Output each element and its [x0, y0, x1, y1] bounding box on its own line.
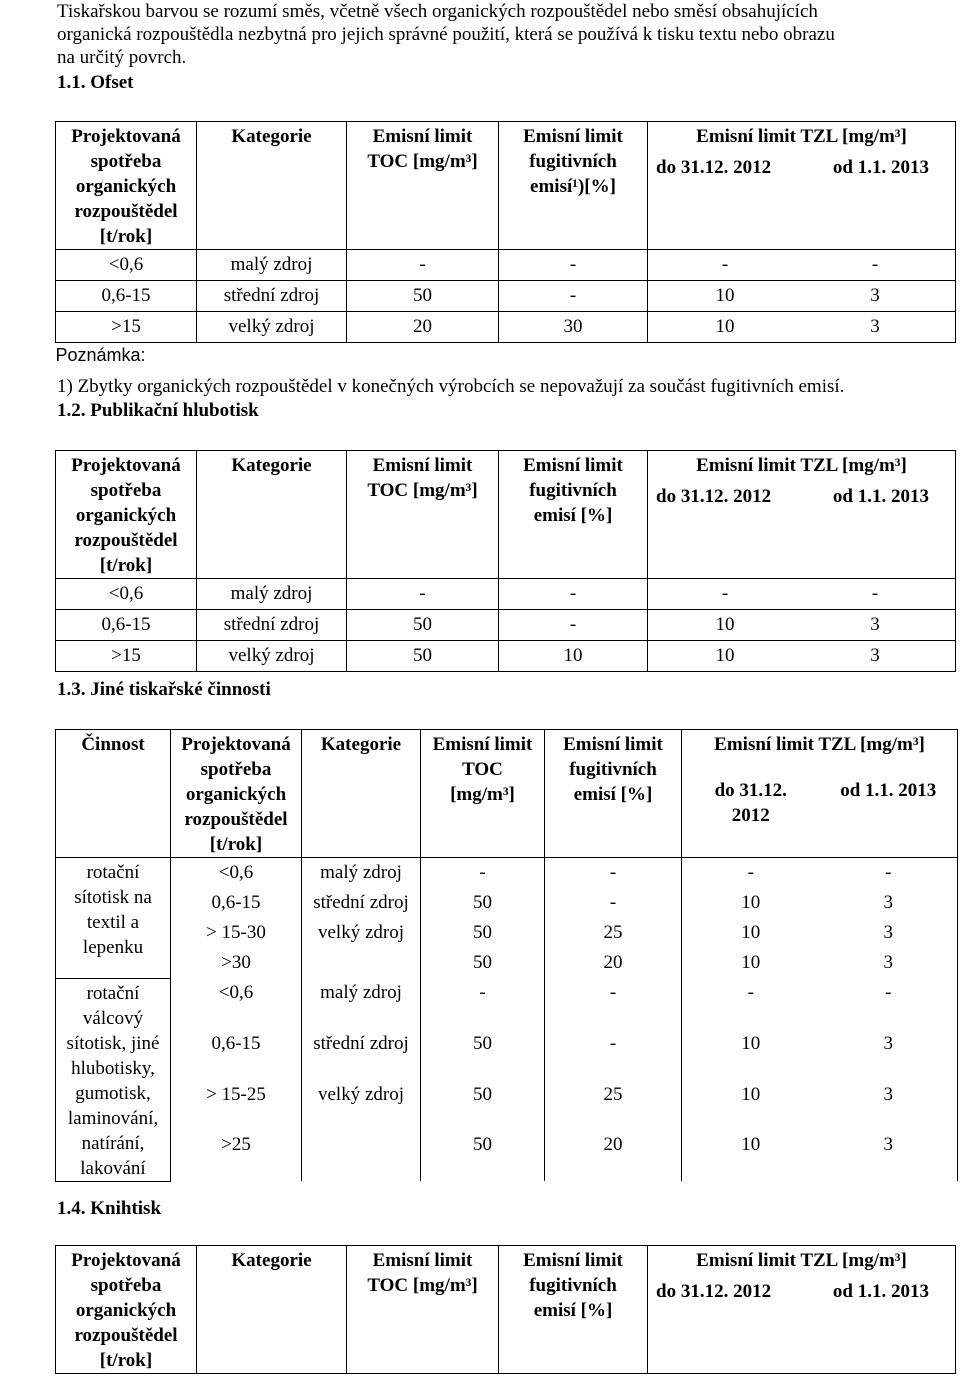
- header-text: [t/rok]: [99, 555, 153, 576]
- table-row: [56, 978, 958, 1029]
- header-text: Emisní limit: [563, 734, 663, 755]
- table-row: [56, 1130, 958, 1181]
- cell-tzl-from: -: [820, 978, 958, 1029]
- cell-consumption: >15: [56, 641, 197, 672]
- header-text: TOC [mg/m³]: [367, 480, 478, 501]
- cell-toc: 50: [421, 1029, 545, 1080]
- header-activity: Činnost: [56, 730, 171, 858]
- section-heading-other-printing: 1.3. Jiné tiskařské činnosti: [57, 679, 271, 700]
- header-text: TOC [mg/m³]: [367, 151, 478, 172]
- header-category: Kategorie: [197, 1246, 347, 1374]
- cell-toc: 50: [347, 641, 499, 672]
- activity-line: sítotisk na: [74, 887, 152, 908]
- cell-toc: 50: [347, 610, 499, 641]
- header-projected: [56, 122, 197, 250]
- cell-tzl-until: -: [682, 978, 820, 1029]
- cell-tzl-until: 10: [682, 1029, 820, 1080]
- cell-tzl-from: 3: [870, 316, 880, 337]
- table-header-row: [56, 730, 958, 771]
- header-text: Emisní limit: [523, 126, 623, 147]
- cell-consumption: > 15-25: [171, 1080, 302, 1131]
- header-text: emisí [%]: [533, 505, 613, 526]
- cell-activity: [56, 858, 171, 979]
- header-text: Projektovaná: [71, 455, 181, 476]
- cell-fugitive: 25: [545, 1080, 682, 1131]
- cell-category: malý zdroj: [197, 579, 347, 610]
- cell-toc: 20: [347, 312, 499, 343]
- header-toc: [347, 122, 499, 250]
- cell-category: [302, 948, 421, 978]
- header-text: do 31.12.: [714, 780, 787, 802]
- header-until: do 31.12. 2012: [656, 157, 772, 178]
- header-from: od 1.1. 2013: [832, 1281, 929, 1302]
- cell-tzl-from: 3: [820, 1029, 958, 1080]
- header-text: rozpouštědel: [74, 530, 178, 551]
- header-text: TOC: [462, 759, 503, 780]
- header-text: organických: [75, 176, 177, 197]
- cell-fugitive: -: [499, 579, 648, 610]
- header-projected: [171, 730, 302, 858]
- header-text: rozpouštědel: [74, 201, 178, 222]
- cell-consumption: <0,6: [56, 250, 197, 281]
- activity-line: gumotisk,: [75, 1082, 151, 1104]
- cell-category: malý zdroj: [302, 858, 421, 889]
- table-row: [56, 312, 956, 343]
- cell-activity: [56, 978, 171, 1181]
- cell-toc: -: [421, 858, 545, 889]
- header-text: organických: [185, 784, 287, 805]
- cell-toc: 50: [421, 948, 545, 978]
- note-label: Poznámka:: [56, 343, 956, 368]
- header-text: 2012: [731, 805, 770, 827]
- cell-tzl-until: 10: [682, 918, 820, 948]
- cell-toc: -: [347, 250, 499, 281]
- cell-category: střední zdroj: [197, 610, 347, 641]
- header-fugitive: [499, 122, 648, 250]
- cell-fugitive: -: [545, 1029, 682, 1080]
- table-row: [56, 250, 956, 281]
- header-until: [682, 770, 820, 857]
- activity-line: hlubotisky,: [71, 1057, 155, 1079]
- header-text: rozpouštědel: [74, 1325, 178, 1346]
- header-tzl: [648, 122, 956, 250]
- header-tzl: [648, 451, 956, 579]
- cell-fugitive: 20: [545, 1130, 682, 1181]
- cell-fugitive: -: [545, 978, 682, 1029]
- header-text: spotřeba: [90, 1275, 162, 1296]
- header-toc: [347, 1246, 499, 1374]
- header-category: Kategorie: [197, 451, 347, 579]
- cell-tzl-from: 3: [820, 918, 958, 948]
- cell-tzl-until: 10: [682, 1080, 820, 1131]
- cell-tzl: [648, 641, 956, 672]
- cell-toc: 50: [421, 1080, 545, 1131]
- activity-line: rotační: [86, 982, 140, 1004]
- cell-tzl-from: -: [871, 583, 879, 604]
- activity-line: sítotisk, jiné: [66, 1032, 160, 1054]
- cell-tzl-from: -: [871, 254, 879, 275]
- header-text: fugitivních: [529, 1275, 617, 1296]
- table-header-row: [56, 1246, 956, 1374]
- cell-category: velký zdroj: [197, 641, 347, 672]
- header-text: TOC [mg/m³]: [367, 1275, 478, 1296]
- activity-line: lakování: [80, 1157, 146, 1179]
- header-text: Emisní limit: [523, 1250, 623, 1271]
- cell-category: velký zdroj: [302, 1080, 421, 1131]
- header-text: Emisní limit TZL [mg/m³]: [696, 126, 907, 147]
- header-text: rozpouštědel: [184, 809, 288, 830]
- header-category: Kategorie: [302, 730, 421, 858]
- cell-tzl-from: 3: [820, 1130, 958, 1181]
- header-text: spotřeba: [200, 759, 272, 780]
- header-text: Emisní limit TZL [mg/m³]: [696, 455, 907, 476]
- cell-category: velký zdroj: [197, 312, 347, 343]
- cell-fugitive: -: [499, 281, 648, 312]
- activity-line: válcový: [82, 1007, 144, 1029]
- header-tzl: [648, 1246, 956, 1374]
- header-text: emisí [%]: [573, 784, 653, 805]
- cell-toc: -: [347, 579, 499, 610]
- header-fugitive: [499, 451, 648, 579]
- publication-gravure-table: [55, 450, 956, 672]
- cell-consumption: >15: [56, 312, 197, 343]
- cell-tzl-from: -: [820, 858, 958, 889]
- header-from: od 1.1. 2013: [832, 157, 929, 178]
- cell-toc: -: [421, 978, 545, 1029]
- header-text: fugitivních: [529, 480, 617, 501]
- cell-fugitive: -: [545, 858, 682, 889]
- cell-consumption: >30: [171, 948, 302, 978]
- header-text: fugitivních: [529, 151, 617, 172]
- header-text: Emisní limit TZL [mg/m³]: [696, 1250, 907, 1271]
- header-fugitive: [499, 1246, 648, 1374]
- header-text: emisí¹)[%]: [530, 176, 616, 197]
- header-projected: [56, 451, 197, 579]
- header-projected: [56, 1246, 197, 1374]
- ofset-table-body: [56, 250, 956, 343]
- cell-fugitive: 20: [545, 948, 682, 978]
- note-row: [56, 343, 956, 368]
- table-row: [56, 610, 956, 641]
- header-text: [t/rok]: [99, 226, 153, 247]
- cell-fugitive: -: [499, 250, 648, 281]
- header-category: Kategorie: [197, 122, 347, 250]
- header-text: spotřeba: [90, 151, 162, 172]
- cell-consumption: 0,6-15: [171, 1029, 302, 1080]
- cell-consumption: > 15-30: [171, 918, 302, 948]
- cell-category: střední zdroj: [302, 1029, 421, 1080]
- cell-consumption: <0,6: [171, 858, 302, 889]
- cell-tzl: [648, 250, 956, 281]
- header-text: Emisní limit: [523, 455, 623, 476]
- table-row: [56, 1080, 958, 1131]
- section-heading-letterpress: 1.4. Knihtisk: [57, 1198, 162, 1219]
- intro-line: na určitý povrch.: [57, 47, 187, 68]
- header-text: [t/rok]: [209, 834, 263, 855]
- header-text: spotřeba: [90, 480, 162, 501]
- header-text: Projektovaná: [71, 126, 181, 147]
- table-row: [56, 918, 958, 948]
- header-text: organických: [75, 1300, 177, 1321]
- intro-line: Tiskařskou barvou se rozumí směs, včetně všech organických rozpouštědel nebo směsí obsahujících: [57, 1, 818, 22]
- cell-toc: 50: [421, 1130, 545, 1181]
- header-tzl: Emisní limit TZL [mg/m³]: [682, 730, 958, 771]
- header-from: od 1.1. 2013: [832, 486, 929, 507]
- header-until: do 31.12. 2012: [656, 1281, 772, 1302]
- header-toc: [421, 730, 545, 858]
- cell-tzl-from: 3: [820, 1080, 958, 1131]
- activity-line: rotační: [86, 862, 140, 883]
- cell-toc: 50: [421, 888, 545, 918]
- header-text: [t/rok]: [99, 1350, 153, 1371]
- cell-category: malý zdroj: [302, 978, 421, 1029]
- header-from: od 1.1. 2013: [820, 770, 958, 857]
- tzl-subheaders: [648, 478, 955, 509]
- cell-tzl-until: 10: [715, 614, 735, 635]
- header-text: [mg/m³]: [450, 784, 515, 805]
- cell-consumption: 0,6-15: [171, 888, 302, 918]
- cell-toc: 50: [421, 918, 545, 948]
- section-heading-ofset: 1.1. Ofset: [57, 72, 134, 93]
- cell-tzl: [648, 281, 956, 312]
- header-text: Emisní limit: [372, 455, 473, 476]
- cell-fugitive: 10: [499, 641, 648, 672]
- ofset-table: [55, 121, 956, 367]
- cell-consumption: <0,6: [171, 978, 302, 1029]
- cell-consumption: <0,6: [56, 579, 197, 610]
- table-row: [56, 281, 956, 312]
- letterpress-table: [55, 1245, 956, 1374]
- header-text: Projektovaná: [71, 1250, 181, 1271]
- cell-tzl-until: 10: [682, 1130, 820, 1181]
- table-header-row: [56, 122, 956, 250]
- table-row: [56, 641, 956, 672]
- header-toc: [347, 451, 499, 579]
- intro-paragraph: [57, 0, 957, 69]
- tzl-subheaders: [648, 149, 955, 180]
- header-text: Projektovaná: [181, 734, 291, 755]
- cell-consumption: 0,6-15: [56, 281, 197, 312]
- activity-line: natírání,: [81, 1132, 145, 1154]
- cell-consumption: 0,6-15: [56, 610, 197, 641]
- cell-tzl-from: 3: [820, 888, 958, 918]
- activity-line: laminování,: [67, 1107, 159, 1129]
- cell-tzl-until: 10: [715, 316, 735, 337]
- cell-tzl-from: 3: [870, 285, 880, 306]
- cell-tzl-until: 10: [715, 645, 735, 666]
- tzl-subheaders: [648, 1273, 955, 1304]
- cell-tzl-until: -: [721, 254, 729, 275]
- header-text: Emisní limit: [432, 734, 533, 755]
- cell-tzl-until: 10: [682, 888, 820, 918]
- cell-category: střední zdroj: [302, 888, 421, 918]
- publication-table-body: [56, 579, 956, 672]
- cell-category: střední zdroj: [197, 281, 347, 312]
- section-heading-publication: 1.2. Publikační hlubotisk: [57, 400, 259, 421]
- cell-tzl-from: 3: [820, 948, 958, 978]
- cell-tzl-until: 10: [682, 948, 820, 978]
- table-row: [56, 579, 956, 610]
- header-text: emisí [%]: [533, 1300, 613, 1321]
- cell-consumption: >25: [171, 1130, 302, 1181]
- cell-category: malý zdroj: [197, 250, 347, 281]
- cell-category: [302, 1130, 421, 1181]
- header-fugitive: [545, 730, 682, 858]
- table-header-row: [56, 451, 956, 579]
- intro-line: organická rozpouštědla nezbytná pro jejich správné použití, která se používá k tisku textu nebo obrazu: [57, 24, 835, 45]
- cell-category: velký zdroj: [302, 918, 421, 948]
- header-text: organických: [75, 505, 177, 526]
- footnote: 1) Zbytky organických rozpouštědel v konečných výrobcích se nepovažují za součást fugitivních emisí.: [57, 376, 845, 397]
- cell-tzl-from: 3: [870, 645, 880, 666]
- cell-fugitive: -: [499, 610, 648, 641]
- cell-fugitive: 25: [545, 918, 682, 948]
- header-text: fugitivních: [569, 759, 657, 780]
- table-row: [56, 1029, 958, 1080]
- header-until: do 31.12. 2012: [656, 486, 772, 507]
- cell-tzl-until: -: [682, 858, 820, 889]
- cell-tzl: [648, 610, 956, 641]
- cell-tzl: [648, 579, 956, 610]
- other-printing-table-body: [56, 858, 958, 1182]
- cell-toc: 50: [347, 281, 499, 312]
- table-row: [56, 858, 958, 889]
- cell-tzl-until: 10: [715, 285, 735, 306]
- cell-fugitive: 30: [499, 312, 648, 343]
- header-text: Emisní limit: [372, 1250, 473, 1271]
- header-text: Emisní limit: [372, 126, 473, 147]
- cell-tzl-until: -: [721, 583, 729, 604]
- table-row: [56, 888, 958, 918]
- cell-tzl: [648, 312, 956, 343]
- activity-line: lepenku: [82, 937, 144, 958]
- cell-fugitive: -: [545, 888, 682, 918]
- activity-line: textil a: [86, 912, 140, 933]
- table-row: [56, 948, 958, 978]
- cell-tzl-from: 3: [870, 614, 880, 635]
- other-printing-table: [55, 729, 958, 1182]
